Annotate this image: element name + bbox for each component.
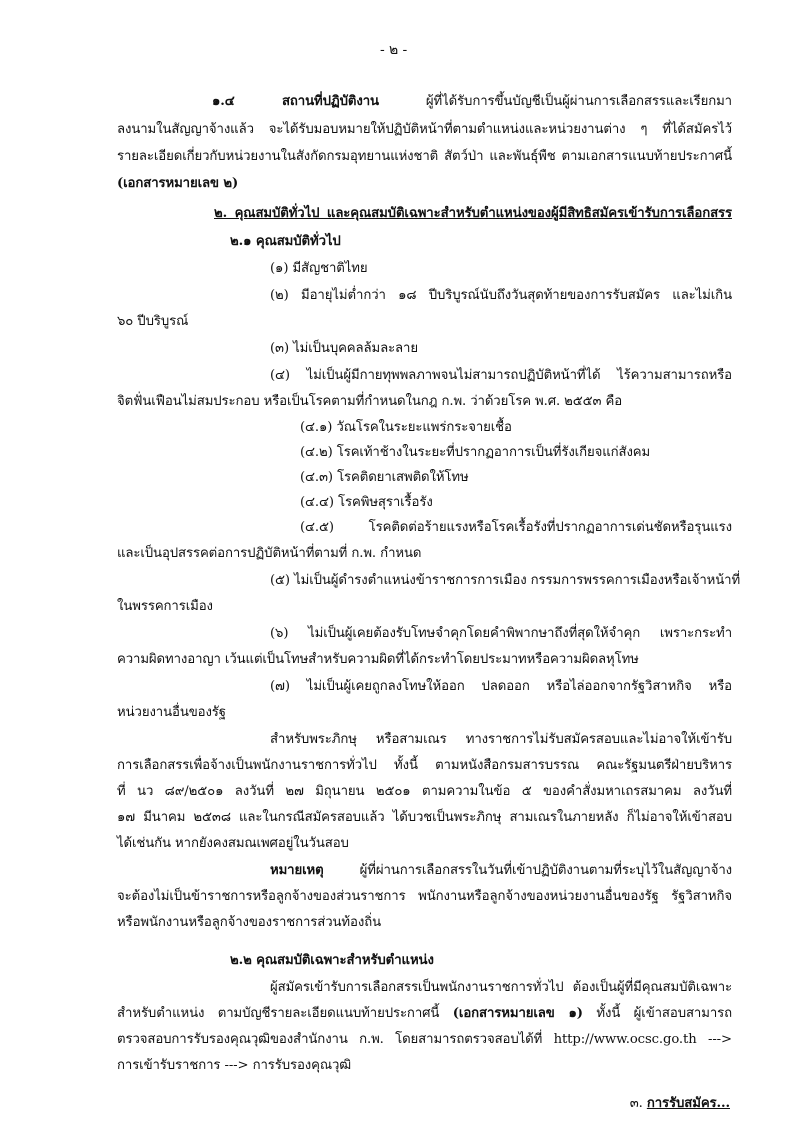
page-number: - ๒ - <box>380 42 408 58</box>
next-page-marker <box>630 1094 730 1114</box>
item-7-line-1: (๗) ไม่เป็นผู้เคยถูกลงโทษให้ออก ปลดออก หรือไล่ออกจากรัฐวิสาหกิจ หรือ <box>270 679 732 694</box>
monk-paragraph-line-5: ได้เช่นกัน หากยังคงสมณเพศอยู่ในวันสอบ <box>117 836 349 851</box>
section-2-2-line-4: การเข้ารับราชการ ---> การรับรองคุณวุฒิ <box>117 1058 352 1073</box>
next-page-number: ๓. <box>629 1096 643 1111</box>
monk-paragraph-line-1: สำหรับพระภิกษุ หรือสามเณร ทางราชการไม่รับสมัครสอบและไม่อาจให้เข้ารับ <box>270 732 732 747</box>
section-2-2-line-3: ตรวจสอบการรับรองคุณวุฒิของสำนักงาน ก.พ. โดยสามารถตรวจสอบได้ที่ http://www.ocsc.go.th ---> <box>117 1032 732 1047</box>
item-2-line-1: (๒) มีอายุไม่ต่ำกว่า ๑๘ ปีบริบูรณ์นับถึงวันสุดท้ายของการรับสมัคร และไม่เกิน <box>270 288 732 303</box>
item-5-line-1: (๕) ไม่เป็นผู้ดำรงตำแหน่งข้าราชการการเมือง กรรมการพรรคการเมืองหรือเจ้าหน้าที่ <box>270 573 741 588</box>
section-2-2-text-c: ทั้งนี้ ผู้เข้าสอบสามารถ <box>596 1006 732 1021</box>
note-label: หมายเหตุ <box>270 863 324 878</box>
section-2-2-text-a: สำหรับตำแหน่ง ตามบัญชีรายละเอียดแนบท้ายประกาศนี้ <box>117 1006 440 1021</box>
section-1-4-line-3: รายละเอียดเกี่ยวกับหน่วยงานในสังกัดกรมอุทยานแห่งชาติ สัตว์ป่า และพันธุ์พืช ตามเอกสารแนบท้ายประกาศนี้ <box>117 149 732 164</box>
section-2-2-line-2 <box>117 1004 732 1024</box>
item-4-5-line-2: และเป็นอุปสรรคต่อการปฏิบัติหน้าที่ตามที่ ก.พ. กำหนด <box>117 546 422 561</box>
note-line-2: จะต้องไม่เป็นข้าราชการหรือลูกจ้างของส่วนราชการ พนักงานหรือลูกจ้างของหน่วยงานอื่นของรัฐ รัฐวิสาหกิจ <box>117 889 732 904</box>
monk-paragraph-line-4: ๑๗ มีนาคม ๒๕๓๘ และในกรณีสมัครสอบแล้ว ได้บวชเป็นพระภิกษุ สามเณรในภายหลัง ก็ไม่อาจให้เข้าสอบ <box>117 810 732 825</box>
note-text: ผู้ที่ผ่านการเลือกสรรในวันที่เข้าปฏิบัติงานตามที่ระบุไว้ในสัญญาจ้าง <box>359 863 732 878</box>
item-6-line-2: ความผิดทางอาญา เว้นแต่เป็นโทษสำหรับความผิดที่ได้กระทำโดยประมาทหรือความผิดลหุโทษ <box>117 652 639 667</box>
section-1-4-text: ผู้ที่ได้รับการขึ้นบัญชีเป็นผู้ผ่านการเลือกสรรและเรียกมา <box>425 94 732 109</box>
note-line-1 <box>270 861 732 881</box>
monk-paragraph-line-2: การเลือกสรรเพื่อจ้างเป็นพนักงานราชการทั่วไป ทั้งนี้ ตามหนังสือกรมสารบรรณ คณะรัฐมนตรีฝ่ายบริหาร <box>117 758 732 773</box>
item-4-line-2: จิตฟั่นเฟือนไม่สมประกอบ หรือเป็นโรคตามที่กำหนดในกฎ ก.พ. ว่าด้วยโรค พ.ศ. ๒๕๕๓ คือ <box>117 394 623 409</box>
monk-paragraph-line-3: ที่ นว ๘๙/๒๕๐๑ ลงวันที่ ๒๗ มิถุนายน ๒๕๐๑ ตามความในข้อ ๕ ของคำสั่งมหาเถรสมาคม ลงวันที่ <box>117 784 732 799</box>
section-2-heading: ๒. คุณสมบัติทั่วไป และคุณสมบัติเฉพาะสำหรับตำแหน่งของผู้มีสิทธิสมัครเข้ารับการเลือกสรร <box>214 206 732 221</box>
item-3: (๓) ไม่เป็นบุคคลล้มละลาย <box>270 341 418 356</box>
note-line-3: หรือพนักงานหรือลูกจ้างของราชการส่วนท้องถิ่น <box>117 915 381 930</box>
section-1-4-document-ref: (เอกสารหมายเลข ๒) <box>117 176 239 191</box>
item-4-1: (๔.๑) วัณโรคในระยะแพร่กระจายเชื้อ <box>300 420 512 435</box>
section-1-4-heading: ๑.๔ สถานที่ปฏิบัติงาน <box>212 94 379 109</box>
item-4-4: (๔.๔) โรคพิษสุราเรื้อรัง <box>300 495 433 510</box>
item-5-line-2: ในพรรคการเมือง <box>117 599 213 614</box>
item-2-line-2: ๖๐ ปีบริบูรณ์ <box>117 314 189 329</box>
section-2-2-document-ref: (เอกสารหมายเลข ๑) <box>452 1006 583 1021</box>
item-4-5-line-1: (๔.๕) โรคติดต่อร้ายแรงหรือโรคเรื้อรังที่ปรากฏอาการเด่นชัดหรือรุนแรง <box>300 520 732 535</box>
item-7-line-2: หน่วยงานอื่นของรัฐ <box>117 705 226 720</box>
section-2-1-heading: ๒.๑ คุณสมบัติทั่วไป <box>230 234 341 249</box>
item-4-2: (๔.๒) โรคเท้าช้างในระยะที่ปรากฏอาการเป็นที่รังเกียจแก่สังคม <box>300 445 651 460</box>
section-1-4-line-1 <box>212 92 732 112</box>
item-1: (๑) มีสัญชาติไทย <box>270 261 368 276</box>
item-4-3: (๔.๓) โรคติดยาเสพติดให้โทษ <box>300 470 469 485</box>
next-page-label: การรับสมัคร... <box>646 1096 730 1111</box>
item-4-line-1: (๔) ไม่เป็นผู้มีกายทุพพลภาพจนไม่สามารถปฏิบัติหน้าที่ได้ ไร้ความสามารถหรือ <box>270 368 732 383</box>
section-2-2-heading: ๒.๒ คุณสมบัติเฉพาะสำหรับตำแหน่ง <box>230 953 434 968</box>
section-1-4-line-2: ลงนามในสัญญาจ้างแล้ว จะได้รับมอบหมายให้ปฏิบัติหน้าที่ตามตำแหน่งและหน่วยงานต่าง ๆ ที่ได้สมัครไว้ <box>117 122 732 137</box>
item-6-line-1: (๖) ไม่เป็นผู้เคยต้องรับโทษจำคุกโดยคำพิพากษาถึงที่สุดให้จำคุก เพราะกระทำ <box>270 626 732 641</box>
section-2-2-line-1: ผู้สมัครเข้ารับการเลือกสรรเป็นพนักงานราชการทั่วไป ต้องเป็นผู้ที่มีคุณสมบัติเฉพาะ <box>270 980 732 995</box>
